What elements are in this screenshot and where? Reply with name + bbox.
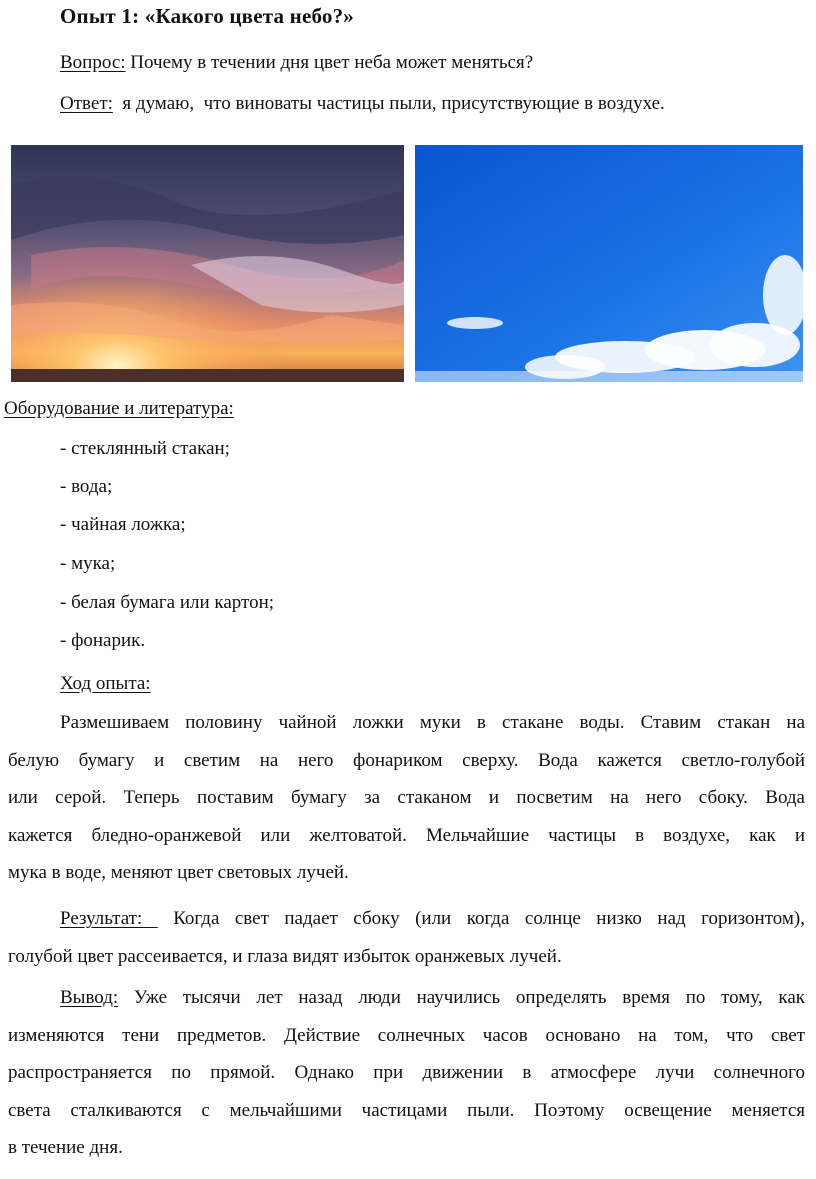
conclusion-first-line [8,979,805,1017]
equipment-item: - чайная ложка; [60,514,186,535]
procedure-line: мука в воде, меняют цвет световых лучей. [8,862,349,883]
sunset-sky-photo [11,145,404,382]
equipment-item: - мука; [60,553,116,574]
equipment-item: - белая бумага или картон; [60,592,275,613]
conclusion-paragraph [8,979,805,1167]
conclusion-text: Уже тысячи лет назад люди научились определять время по тому, как [118,987,805,1008]
conclusion-line: света сталкиваются с мельчайшими частицами пыли. Поэтому освещение меняется [8,1099,805,1121]
question-text: Почему в течении дня цвет неба может меняться? [125,52,534,73]
procedure-line: кажется бледно-оранжевой или желтоватой. Мельчайшие частицы в воздухе, как и [8,824,805,846]
blue-sky-photo [415,145,803,382]
procedure-heading: Ход опыта: [60,673,151,694]
conclusion-line: в течение дня. [8,1137,123,1158]
procedure-line: или серой. Теперь поставим бумагу за стаканом и посветим на него сбоку. Вода [8,787,805,808]
conclusion-line: изменяются тени предметов. Действие солнечных часов основано на том, что свет [8,1024,805,1046]
result-text: Когда свет падает сбоку (или когда солнце низко над горизонтом), [157,908,805,929]
result-first-line [8,900,805,938]
answer-text: я думаю, что виноваты частицы пыли, присутствующие в воздухе. [112,93,665,114]
conclusion-label: Вывод: [60,987,119,1008]
result-line: голубой цвет рассеивается, и глаза видят избыток оранжевых лучей. [8,945,562,967]
equipment-item: - фонарик. [60,630,146,651]
equipment-item: - стеклянный стакан; [60,438,230,459]
procedure-line: Размешиваем половину чайной ложки муки в стакане воды. Ставим стакан на [60,712,805,733]
equipment-heading: Оборудование и литература: [4,398,234,419]
conclusion-line: распространяется по прямой. Однако при движении в атмосфере лучи солнечного [8,1062,805,1083]
question-label: Вопрос: [60,52,126,73]
answer-line [60,93,665,115]
equipment-item: - вода; [60,476,113,497]
result-paragraph [8,900,805,975]
answer-label: Ответ: [60,93,113,114]
page-title: Опыт 1: «Какого цвета небо?» [60,4,355,28]
procedure-paragraph [8,704,805,892]
result-label: Результат: [60,908,158,929]
procedure-line: белую бумагу и светим на него фонариком сверху. Вода кажется светло-голубой [8,749,805,771]
question-line [60,52,533,74]
